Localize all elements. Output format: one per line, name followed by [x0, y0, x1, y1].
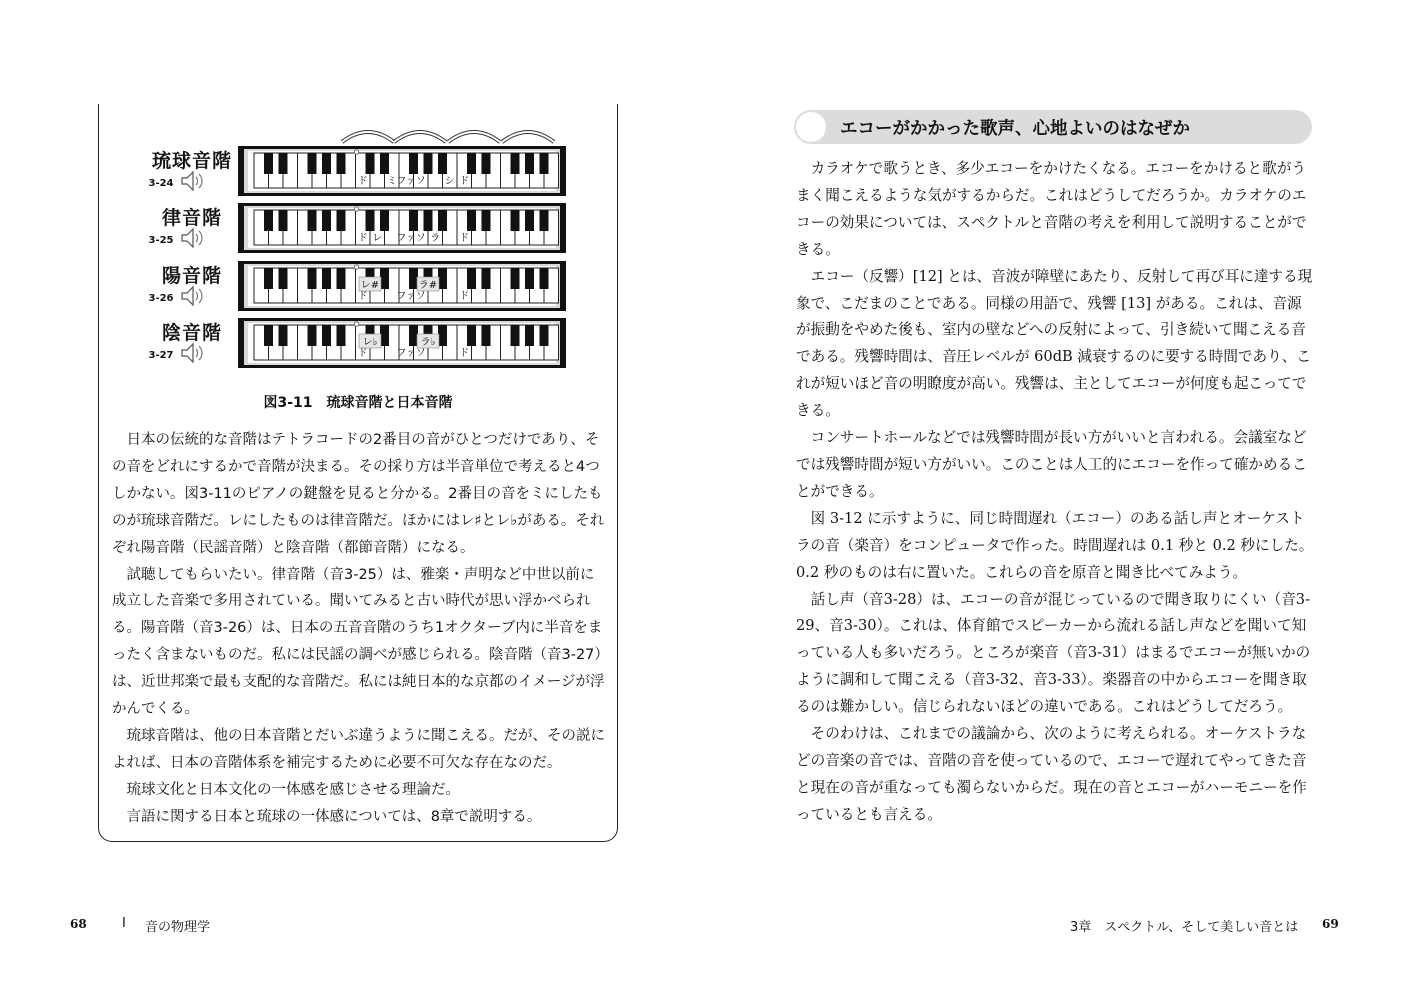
black-key [380, 268, 389, 289]
black-key [409, 153, 418, 174]
track-number: 3-26 [148, 293, 174, 304]
section-header [794, 110, 1312, 144]
scale-row-in [146, 318, 566, 370]
accidental-label: レ♭ [362, 337, 378, 348]
black-key [264, 268, 273, 289]
paragraph: 図 3-12 に示すように、同じ時間遅れ（エコー）のある話し声とオーケストラの音（楽音）をコンピュータで作った。時間遅れは 0.1 秒と 0.2 秒にした。0.2 秒のものは右に置いた。これらの音を原音と聞き比べてみよう。 [796, 509, 1314, 581]
right-running-title: 3章 スペクトル、そして美しい音とは [1070, 920, 1299, 935]
track-number: 3-25 [148, 235, 174, 246]
note-label: ド [357, 233, 368, 244]
speaker-icon[interactable] [180, 342, 204, 364]
black-key [438, 325, 447, 346]
note-label: ド [459, 176, 470, 187]
note-label: ド [459, 348, 470, 359]
black-key [380, 325, 389, 346]
black-key [409, 268, 418, 289]
scale-name: 陽音階 [161, 265, 222, 287]
middle-c-marker [354, 207, 358, 211]
black-key [424, 210, 433, 231]
note-label: ド [357, 291, 368, 302]
left-page-number: 68 [70, 917, 87, 931]
figure-caption: 図3-11 琉球音階と日本音階 [263, 395, 453, 411]
paragraph: コンサートホールなどでは残響時間が長い方がいいと言われる。会議室などでは残響時間が短い方がいい。このことは人工的にエコーを作って確かめることができる。 [796, 429, 1307, 500]
paragraph: 日本の伝統的な音階はテトラコードの2番目の音がひとつだけであり、その音をどれにするかで音階が決まる。その採り方は半音単位で考えると4つしかない。図3-11のピアノの鍵盤を見ると分かる。2番目の音をミにしたものが琉球音階だ。レにしたものは律音階だ。ほかにはレ♯とレ♭がある。それぞれ陽音階（民謡音階）と陰音階（都節音階）になる。 [112, 432, 605, 556]
note-label: ソ [415, 176, 426, 187]
note-label: ファ [396, 176, 417, 187]
scale-name: 陰音階 [161, 322, 222, 344]
black-key [409, 210, 418, 231]
black-key [482, 153, 491, 174]
tetrachord-arcs [338, 124, 588, 144]
scale-name: 律音階 [161, 207, 222, 229]
left-part-number: Ⅰ [122, 916, 126, 931]
black-key [308, 153, 317, 174]
black-key [322, 210, 331, 231]
accidental-label: ラ# [418, 280, 438, 291]
black-key [467, 268, 476, 289]
black-key [540, 210, 549, 231]
note-label: ド [357, 176, 368, 187]
black-key [366, 153, 375, 174]
black-key [308, 325, 317, 346]
section-title: エコーがかかった歌声、心地よいのはなぜか [840, 119, 1190, 139]
black-key [322, 153, 331, 174]
black-key [279, 153, 288, 174]
note-label: ミ [386, 176, 397, 187]
piano-keyboard [238, 146, 566, 196]
black-key [322, 268, 331, 289]
black-key [540, 153, 549, 174]
right-page-number: 69 [1322, 917, 1339, 931]
black-key [337, 153, 346, 174]
accidental-label: ラ♭ [420, 337, 436, 348]
note-label: ド [459, 233, 470, 244]
black-key [438, 268, 447, 289]
black-key [467, 325, 476, 346]
black-key [482, 268, 491, 289]
note-label: ファ [396, 348, 417, 359]
track-number: 3-27 [148, 350, 174, 361]
paragraph: エコー（反響）[12] とは、音波が障壁にあたり、反射して再び耳に達する現象で、こだまのことである。同様の用語で、残響 [13] がある。これは、音源が振動をやめた後も、室内の壁などへの反射によって、引き続いて聞こえる音である。残響時間は、音圧レベルが 60dB 減衰するのに要する時間であり、これが短いほど音の明瞭度が高い。残響は、主としてエコーが何度も起こってできる。 [796, 267, 1313, 420]
right-body-text [796, 156, 1314, 829]
black-key [264, 210, 273, 231]
black-key [525, 210, 534, 231]
black-key [438, 210, 447, 231]
black-key [540, 325, 549, 346]
black-key [511, 210, 520, 231]
note-label: シ [444, 176, 455, 187]
black-key [409, 325, 418, 346]
black-key [511, 153, 520, 174]
black-key [308, 268, 317, 289]
black-key [482, 210, 491, 231]
note-label: ファ [396, 233, 417, 244]
paragraph: 言語に関する日本と琉球の一体感については、8章で説明する。 [126, 808, 542, 825]
black-key [467, 153, 476, 174]
note-label: ソ [415, 291, 426, 302]
middle-c-marker [354, 150, 358, 154]
piano-keyboard [238, 318, 566, 368]
black-key [525, 268, 534, 289]
black-key [322, 325, 331, 346]
note-label: ソ [415, 348, 426, 359]
black-key [525, 325, 534, 346]
black-key [366, 210, 375, 231]
black-key [264, 153, 273, 174]
scale-row-yo [146, 261, 566, 313]
black-key [511, 268, 520, 289]
black-key [525, 153, 534, 174]
black-key [511, 325, 520, 346]
note-label: ド [459, 291, 470, 302]
speaker-icon[interactable] [180, 227, 204, 249]
paragraph: 琉球音階は、他の日本音階とだいぶ違うように聞こえる。だが、その説によれば、日本の音階体系を補完するために必要不可欠な存在なのだ。 [112, 727, 605, 771]
black-key [279, 210, 288, 231]
black-key [380, 153, 389, 174]
speaker-icon[interactable] [180, 285, 204, 307]
black-key [308, 210, 317, 231]
scale-name: 琉球音階 [151, 150, 232, 172]
piano-keyboard [238, 261, 566, 311]
left-body-text [112, 427, 606, 831]
black-key [337, 325, 346, 346]
paragraph: カラオケで歌うとき、多少エコーをかけたくなる。エコーをかけると歌がうまく聞こえるような気がするからだ。これはどうしてだろうか。カラオケのエコーの効果については、スペクトルと音階の考えを利用して説明することができる。 [796, 160, 1307, 258]
middle-c-marker [354, 265, 358, 269]
piano-keyboard [238, 203, 566, 253]
scale-row-ritsu [146, 203, 566, 255]
note-label: ラ [430, 233, 441, 244]
scale-row-ryukyu [146, 146, 566, 198]
black-key [482, 325, 491, 346]
black-key [438, 153, 447, 174]
black-key [337, 268, 346, 289]
header-circle-icon [796, 112, 826, 142]
note-label: ソ [415, 233, 426, 244]
speaker-icon[interactable] [180, 170, 204, 192]
accidental-label: レ# [360, 280, 380, 291]
black-key [424, 153, 433, 174]
black-key [279, 325, 288, 346]
note-label: ド [357, 348, 368, 359]
paragraph: 琉球文化と日本文化の一体感を感じさせる理論だ。 [126, 781, 460, 798]
paragraph: そのわけは、これまでの議論から、次のように考えられる。オーケストラなどの音楽の音では、音階の音を使っているので、エコーで遅れてやってきた音と現在の音が重なっても濁らないからだ。現在の音とエコーがハーモニーを作っているとも言える。 [796, 725, 1307, 823]
note-label: ファ [396, 291, 417, 302]
paragraph: 話し声（音3-28）は、エコーの音が混じっているので聞き取りにくい（音3-29、音3-30）。これは、体育館でスピーカーから流れる話し声などを聞いて知っている人も多いだろう。ところが楽音（音3-31）はまるでエコーが無いかのように調和して聞こえる（音3-32、音3-33）。楽器音の中からエコーを聞き取るのは難かしい。信じられないほどの違いである。これはどうしてだろう。 [796, 590, 1311, 716]
black-key [380, 210, 389, 231]
black-key [467, 210, 476, 231]
paragraph: 試聴してもらいたい。律音階（音3-25）は、雅楽・声明など中世以前に成立した音楽で多用されている。聞いてみると古い時代が思い浮かべられる。陽音階（音3-26）は、日本の五音音階のうち1オクターブ内に半音をまったく含まないものだ。私には民謡の調べが感じられる。陰音階（音3-27）は、近世邦楽で最も支配的な音階だ。私には純日本的な京都のイメージが浮かんでくる。 [112, 566, 605, 718]
note-label: レ [372, 233, 383, 244]
track-number: 3-24 [148, 178, 174, 189]
middle-c-marker [354, 322, 358, 326]
black-key [264, 325, 273, 346]
black-key [540, 268, 549, 289]
black-key [279, 268, 288, 289]
left-running-title: 音の物理学 [145, 920, 211, 935]
black-key [337, 210, 346, 231]
